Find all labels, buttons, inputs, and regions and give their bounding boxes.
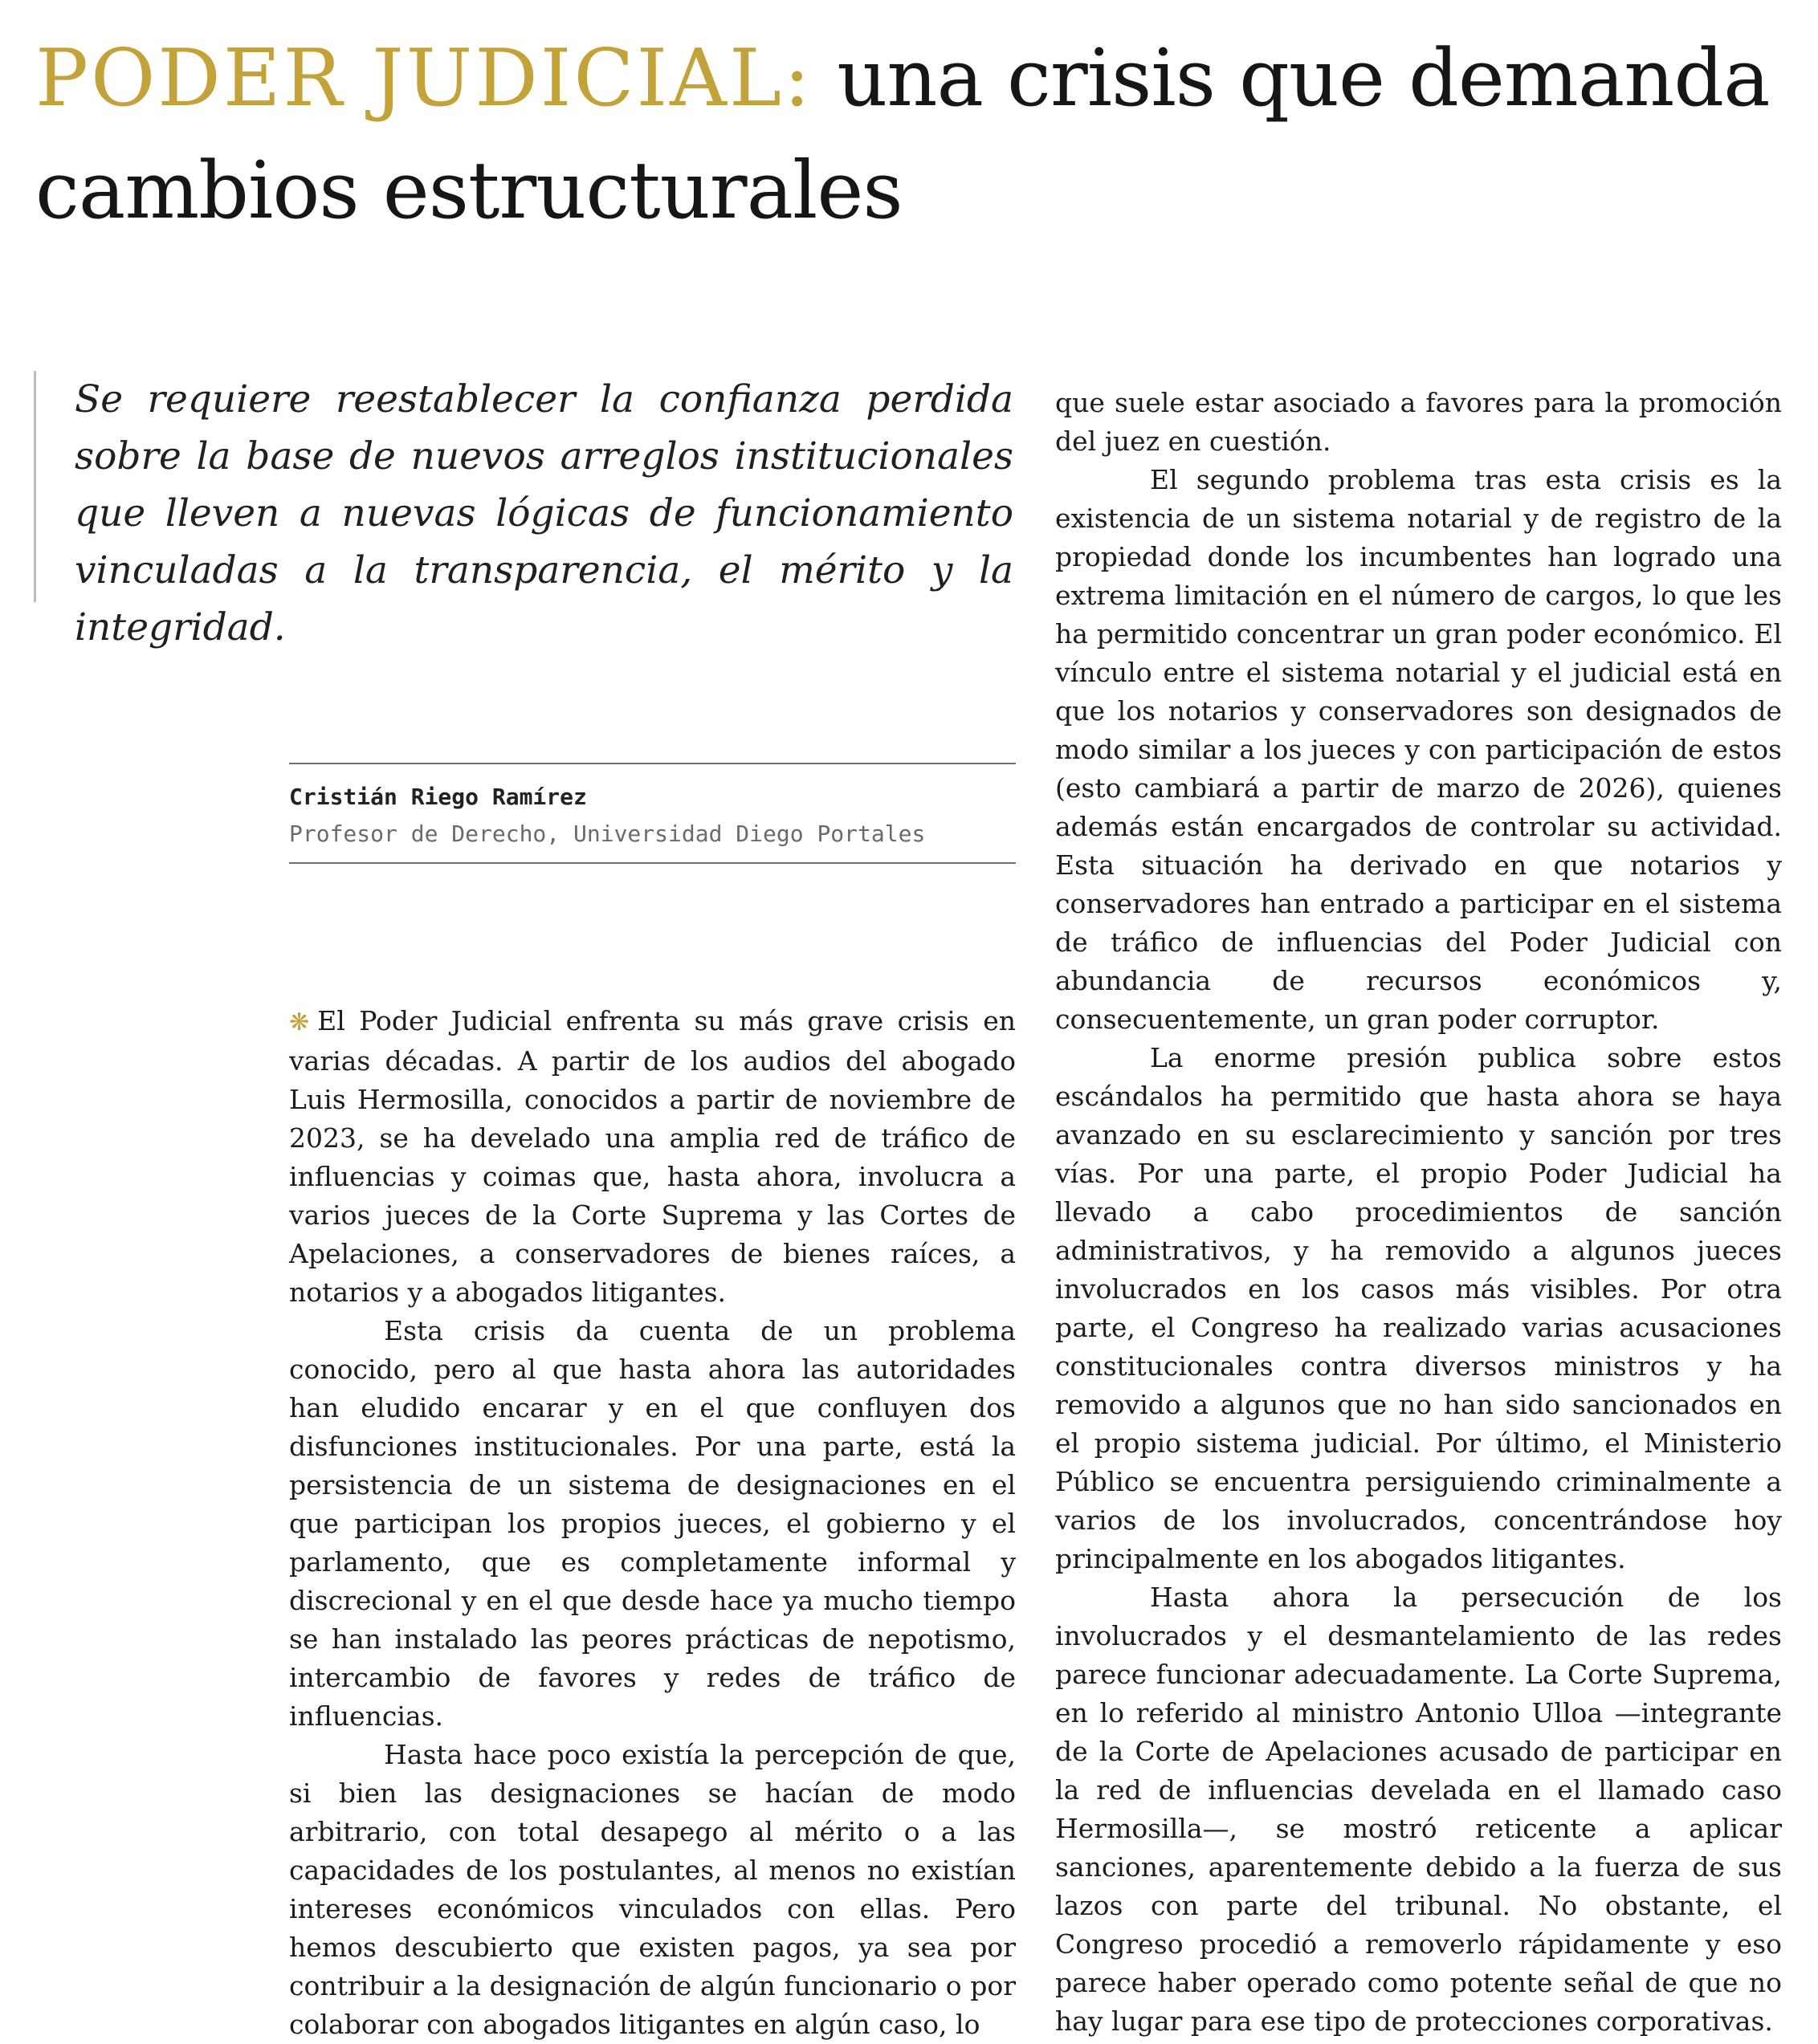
body-paragraph <box>289 1002 1016 1312</box>
headline-kicker: PODER JUDICIAL: <box>35 33 813 124</box>
body-paragraph: Hasta ahora la persecución de los involucrados y el desmantelamiento de las redes parece funcionar adecuadamente. La Corte Suprema, en lo referido al ministro Antonio Ulloa —integrante de la Corte de Apelaciones acusado de participar en la red de influencias develada en el llamado caso Hermosilla—, se mostró reticente a aplicar sanciones, aparentemente debido a la fuerza de sus lazos con parte del tribunal. No obstante, el Congreso procedió a removerlo rápidamente y eso parece haber operado como potente señal de que no hay lugar para ese tipo de protecciones corporativas. <box>1055 1582 1782 2037</box>
author-name: Cristián Riego Ramírez <box>289 784 587 810</box>
body-column-left <box>289 1002 1016 2044</box>
body-paragraph: Esta crisis da cuenta de un problema conocido, pero al que hasta ahora las autoridades han eludido encarar y en el que confluyen dos disfunciones institucionales. Por una parte, está la persistencia de un sistema de designaciones en el que participan los propios jueces, el gobierno y el parlamento, que es completamente informal y discrecional y en el que desde hace ya mucho tiempo se han instalado las peores prácticas de nepotismo, intercambio de favores y redes de tráfico de influencias. <box>289 1315 1016 1732</box>
article-headline <box>35 22 1786 247</box>
headline-title: una crisis que demanda cambios estructurales <box>35 33 1770 237</box>
body-column-right <box>1055 384 1782 2041</box>
body-paragraph: que suele estar asociado a favores para la promoción del juez en cuestión. <box>1055 387 1782 457</box>
pull-quote: Se requiere reestablecer la confianza perdida sobre la base de nuevos arreglos institucionales que lleven a nuevas lógicas de funcionamiento vinculadas a la transparencia, el mérito y la integridad. <box>34 371 1013 602</box>
paragraph-text: El Poder Judicial enfrenta su más grave crisis en varias décadas. A partir de los audios del abogado Luis Hermosilla, conocidos a partir de noviembre de 2023, se ha develado una amplia red de tráfico de influencias y coimas que, hasta ahora, involucra a varios jueces de la Corte Suprema y las Cortes de Apelaciones, a conservadores de bienes raíces, a notarios y a abogados litigantes. <box>289 1005 1016 1308</box>
author-affiliation: Profesor de Derecho, Universidad Diego Portales <box>289 820 926 847</box>
byline <box>289 763 1016 864</box>
body-paragraph: La enorme presión publica sobre estos escándalos ha permitido que hasta ahora se haya avanzado en su esclarecimiento y sanción por tres vías. Por una parte, el propio Poder Judicial ha llevado a cabo procedimientos de sanción administrativos, y ha removido a algunos jueces involucrados en los casos más visibles. Por otra parte, el Congreso ha realizado varias acusaciones constitucionales contra diversos ministros y ha removido a algunos que no han sido sancionados en el propio sistema judicial. Por último, el Ministerio Público se encuentra persiguiendo criminalmente a varios de los involucrados, concentrándose hoy principalmente en los abogados litigantes. <box>1055 1042 1782 1574</box>
body-paragraph: El segundo problema tras esta crisis es la existencia de un sistema notarial y de registro de la propiedad donde los incumbentes han logrado una extrema limitación en el número de cargos, lo que les ha permitido concentrar un gran poder económico. El vínculo entre el sistema notarial y el judicial está en que los notarios y conservadores son designados de modo similar a los jueces y con participación de estos (esto cambiará a partir de marzo de 2026), quienes además están encargados de controlar su actividad. Esta situación ha derivado en que notarios y conservadores han entrado a participar en el sistema de tráfico de influencias del Poder Judicial con abundancia de recursos económicos y, consecuentemente, un gran poder corruptor. <box>1055 464 1782 1035</box>
body-paragraph: Hasta hace poco existía la percepción de que, si bien las designaciones se hacían de modo arbitrario, con total desapego al mérito o a las capacidades de los postulantes, al menos no existían intereses económicos vinculados con ellas. Pero hemos descubierto que existen pagos, ya sea por contribuir a la designación de algún funcionario o por colaborar con abogados litigantes en algún caso, lo <box>289 1739 1016 2040</box>
flower-ornament-icon: ❋ <box>289 1008 310 1036</box>
